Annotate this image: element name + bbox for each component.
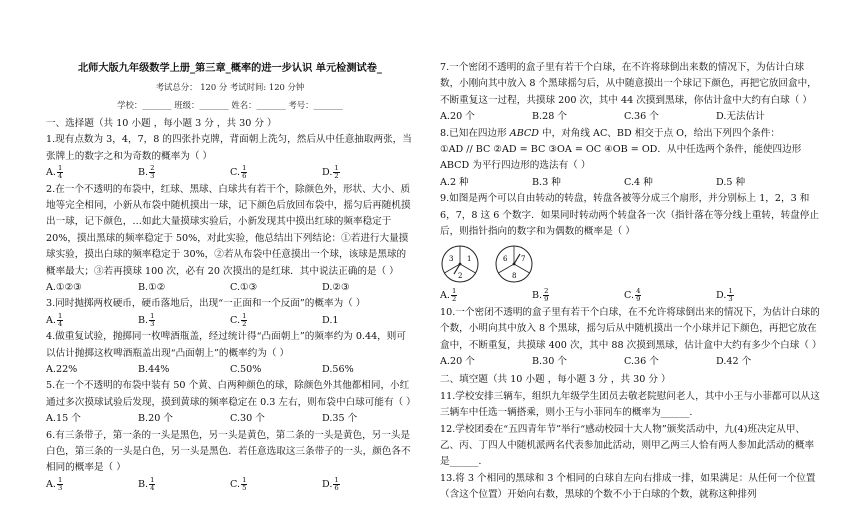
option-a[interactable]: A.①②③ (46, 282, 82, 294)
option-c[interactable]: C.36 个 (624, 356, 659, 368)
question-6-options (46, 477, 414, 493)
option-c[interactable]: C. $\frac{1}{5}$ (230, 475, 247, 492)
option-a[interactable]: A.20 个 (440, 356, 475, 368)
option-d[interactable]: D.56% (322, 364, 354, 376)
option-a[interactable]: A. $\frac{1}{3}$ (46, 475, 63, 492)
option-d[interactable]: D. $\frac{1}{3}$ (716, 287, 733, 304)
section-heading-fill: 二、填空题（共 10 小题 ，每小题 3 分 ，共 30 分 ） (440, 374, 671, 386)
option-b[interactable]: B.3 种 (532, 176, 561, 188)
question-8-options (440, 175, 820, 191)
right-column (440, 60, 820, 504)
option-b[interactable]: B.28 个 (532, 111, 567, 123)
spinner-2-label-2: 7 (521, 255, 526, 264)
option-b[interactable]: B.44% (138, 364, 170, 376)
question-13: 13.将 3 个相同的黑球和 3 个相同的白球自左向右排成一排，如果满足：从任何一个位置（含这个位置）开始向右数，黑球的个数不小于白球的个数，就称这种排列 (440, 472, 816, 501)
spinner-1 (440, 244, 480, 284)
student-info: 学校：_______ 班级：_______ 姓名：_______ 考号：_______ (117, 100, 343, 110)
option-c[interactable]: C. $\frac{4}{9}$ (624, 287, 641, 304)
question-8: 8.已知在四边形 ABCD 中，对角线 AC、BD 相交于点 O，给出下列四个条件： (440, 127, 780, 139)
option-d[interactable]: D.无法估计 (716, 111, 765, 123)
option-a[interactable]: A. $\frac{1}{2}$ (440, 287, 457, 304)
option-a[interactable]: A. $\frac{1}{4}$ (46, 164, 63, 181)
question-4: 4.做重复试验，抛掷同一枚啤酒瓶盖，经过统计得“凸面朝上”的频率约为 0.44，则可以估计抛掷这枚啤酒瓶盖出现“凸面朝上”的概率约为（ ） (46, 331, 406, 359)
option-b[interactable]: B.20 个 (138, 413, 173, 425)
question-12: 12.学校团委在“五四青年节”举行“感动校园十大人物”颁奖活动中，九(4)班决定从甲、乙、丙、丁四人中随机派两名代表参加此活动，则甲乙两三人恰有两人参加此活动的概率是______. (440, 423, 815, 468)
option-c[interactable]: C.①③ (230, 282, 258, 294)
spinner-1-label-3: 3 (449, 255, 454, 264)
question-7-options (440, 109, 820, 125)
option-a[interactable]: A.20 个 (440, 111, 475, 123)
question-11: 11.学校安排三辆车，组织九年级学生团员去敬老院慰问老人，其中小王与小菲都可以从这三辆车中任选一辆搭乘，则小王与小菲同车的概率为______. (440, 390, 820, 419)
option-c[interactable]: C.4 种 (624, 176, 653, 188)
question-8-conditions: ①AD // BC ②AD = BC ③OA = OC ④OB = OD．从中任选两个条件，能使四边形 ABCD 为平行四边形的选法有（ ） (440, 144, 802, 172)
question-4-options (46, 362, 414, 378)
spinner-figures (440, 242, 820, 286)
left-column (46, 0, 414, 493)
question-2-options (46, 280, 414, 296)
spinner-2 (494, 244, 534, 284)
exam-title: 北师大版九年级数学上册_第三章_概率的进一步认识 单元检测试卷_ (77, 62, 383, 74)
option-b[interactable]: B. $\frac{1}{3}$ (138, 311, 155, 328)
option-c[interactable]: C.50% (230, 364, 262, 376)
option-d[interactable]: D.②③ (322, 282, 350, 294)
option-b[interactable]: B.①② (138, 282, 166, 294)
question-6: 6.有三条带子，第一条的一头是黑色，另一头是黄色，第二条的一头是黄色，另一头是白色，第三条的一头是白色，另一头是黑色．若任意选取这三条带子的一头，颜色各不相同的概率是（ ） (46, 429, 411, 474)
option-b[interactable]: B. $\frac{2}{3}$ (138, 164, 155, 181)
option-d[interactable]: D.1 (322, 314, 339, 326)
option-d[interactable]: D. $\frac{1}{6}$ (322, 475, 339, 492)
question-7: 7.一个密闭不透明的盒子里有若干个白球，在不许将球倒出来数的情况下，为估计白球数，小刚向其中放入 8 个黑球摇匀后，从中随意摸出一个球记下颜色，再把它放回盒中，不断重复这一过程，共摸球 200 次，其中 44 次摸到黑球，你估计盒中大约有白球（ ） (440, 62, 817, 106)
question-9-options (440, 288, 820, 304)
question-1: 1.现有点数为 3，4，7，8 的四张扑克牌，背面朝上洗匀，然后从中任意抽取两张，当张牌上的数字之和为奇数的概率为（ ） (46, 134, 412, 162)
option-d[interactable]: D.5 种 (716, 176, 746, 188)
option-a[interactable]: A.2 种 (440, 176, 469, 188)
option-c[interactable]: C.30 个 (230, 413, 265, 425)
option-b[interactable]: B.30 个 (532, 356, 567, 368)
question-9: 9.如图是两个可以自由转动的转盘，转盘各被等分成三个扇形，并分别标上 1，2，3 和 6，7，8 这 6 个数字．如果同时转动两个转盘各一次（指针落在等分线上重转，转盘停止后，则指针指向的数字和为偶数的概率是（ ） (440, 193, 819, 238)
option-a[interactable]: A.22% (46, 364, 78, 376)
option-a[interactable]: A. $\frac{1}{4}$ (46, 311, 63, 328)
question-10: 10.一个密闭不透明的盒子里有若干个白球，在不允许将球倒出来的情况下，为估计白球的个数，小明向其中放入 8 个黑球，摇匀后从中随机摸出一个小球并记下颜色，再把它放在盒中，不断重复，共摸球 400 次，其中 88 次摸到黑球，估计盒中大约有多少个白球（ ） (440, 306, 822, 351)
option-d[interactable]: D. $\frac{1}{2}$ (322, 164, 339, 181)
question-10-options (440, 354, 820, 370)
question-1-options (46, 165, 414, 181)
option-b[interactable]: B. $\frac{1}{4}$ (138, 475, 155, 492)
spinner-1-label-1: 1 (467, 255, 472, 264)
spinner-2-label-3: 8 (512, 272, 517, 281)
question-3: 3.同时抛掷两枚硬币，硬币落地后，出现“一正面和一个反面”的概率为（ ） (46, 298, 366, 310)
question-5: 5.在一个不透明的布袋中装有 50 个黄、白两种颜色的球，除颜色外其他都相同，小红通过多次摸球试验后发现，摸到黄球的频率稳定在 0.3 左右，则布袋中白球可能有（ ） (46, 380, 416, 408)
option-b[interactable]: B. $\frac{2}{9}$ (532, 287, 549, 304)
option-c[interactable]: C. $\frac{1}{2}$ (230, 311, 247, 328)
spinner-1-label-2: 2 (458, 272, 463, 281)
option-d[interactable]: D.42 个 (716, 356, 752, 368)
option-d[interactable]: D.35 个 (322, 413, 358, 425)
question-3-options (46, 313, 414, 329)
option-a[interactable]: A.15 个 (46, 413, 81, 425)
question-5-options (46, 411, 414, 427)
question-2: 2.在一个不透明的布袋中，红球、黑球、白球共有若干个，除颜色外，形状、大小、质地等完全相同，小新从布袋中随机摸出一球，记下颜色后放回布袋中，摇匀后再随机摸出一球，记下颜色，…如此大量摸球实验后，小新发现其中摸出红球的频率稳定于 20%，摸出黑球的频率稳定于 50%，对此实验，他总结出下列结论：①若进行大量摸球实验，摸出白球的频率稳定于 30%，②若从布袋中任意摸出一个球，该球是黑球的概率最大；③若再摸球 100 次，必有 20 次摸出的是红球．其中说法正确的是（ ） (46, 183, 411, 277)
spinner-2-label-1: 6 (503, 255, 508, 264)
exam-info: 考试总分： 120 分 考试时间: 120 分钟 (155, 82, 305, 92)
option-c[interactable]: C. $\frac{1}{6}$ (230, 164, 247, 181)
option-c[interactable]: C.36 个 (624, 111, 659, 123)
section-heading-choice: 一、选择题（共 10 小题 ，每小题 3 分 ，共 30 分 ） (46, 118, 277, 129)
